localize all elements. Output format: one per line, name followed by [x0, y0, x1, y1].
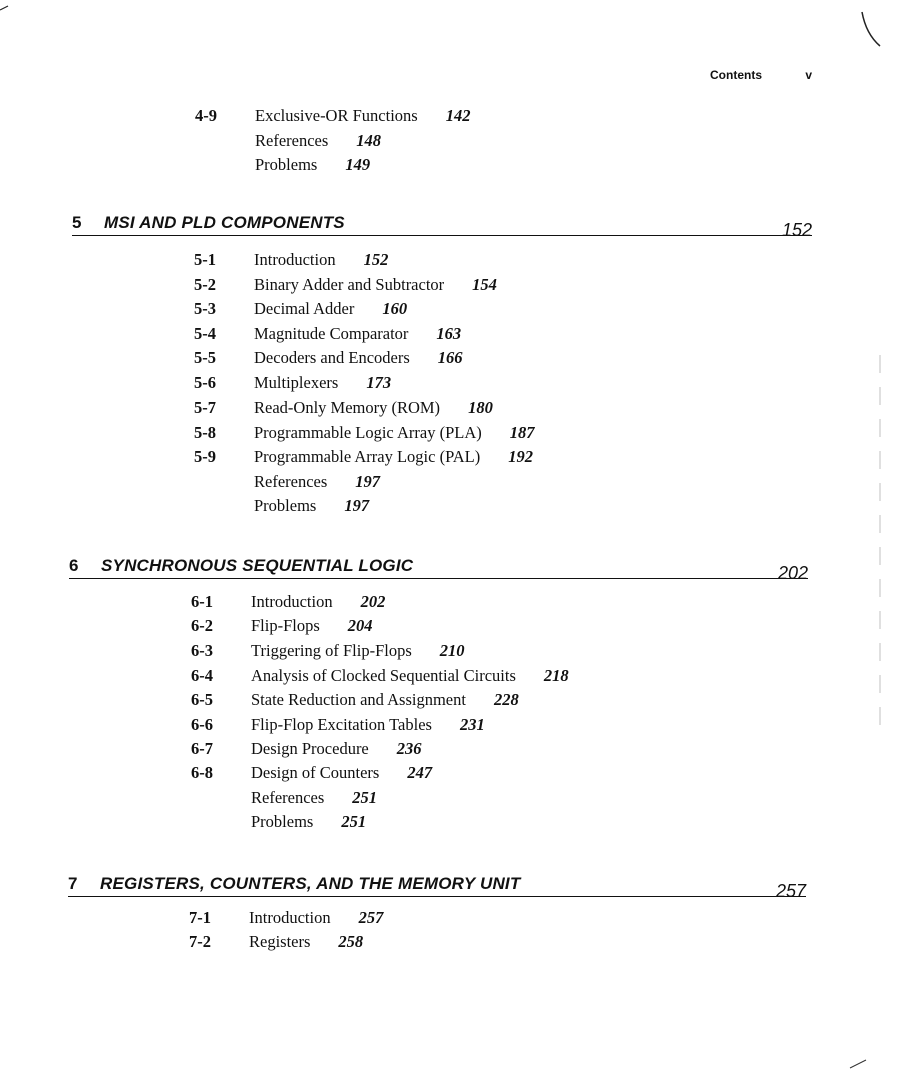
section-number: 5-5	[194, 348, 216, 367]
page-number: 251	[352, 788, 378, 807]
page-number: 258	[338, 932, 364, 951]
page-number: 257	[358, 908, 384, 927]
section-title: Registers 258	[249, 932, 364, 951]
section-title: Introduction 202	[251, 592, 386, 611]
chapter-page: 152	[781, 220, 812, 240]
section-title: References 148	[255, 131, 382, 150]
running-head-page: v	[805, 68, 812, 82]
page-number: 142	[445, 106, 471, 125]
section-number: 5-2	[194, 275, 216, 294]
section-number: 6-8	[191, 763, 213, 782]
page-number: 210	[439, 641, 465, 660]
section-number: 5-3	[194, 299, 216, 318]
section-number: 5-6	[194, 373, 216, 392]
chapter-number: 7	[68, 874, 78, 893]
page-number: 166	[437, 348, 463, 367]
scan-mark	[862, 12, 880, 46]
section-title: Read-Only Memory (ROM) 180	[254, 398, 493, 417]
section-number: 7-2	[189, 932, 211, 951]
scan-mark	[850, 1060, 866, 1068]
page-number: 163	[436, 324, 462, 343]
section-title: Triggering of Flip-Flops 210	[251, 641, 465, 660]
section-number: 6-2	[191, 616, 213, 635]
section-title: Decoders and Encoders 166	[254, 348, 463, 367]
page-number: 247	[407, 763, 433, 782]
section-number: 6-3	[191, 641, 213, 660]
chapter-title: SYNCHRONOUS SEQUENTIAL LOGIC	[101, 556, 414, 575]
section-number: 5-9	[194, 447, 216, 466]
section-title: Introduction 152	[254, 250, 389, 269]
section-number: 5-1	[194, 250, 216, 269]
page-number: 197	[344, 496, 370, 515]
section-title: References 197	[254, 472, 381, 491]
section-title: Programmable Logic Array (PLA) 187	[254, 423, 535, 442]
chapter-page: 202	[777, 563, 808, 583]
section-number: 6-7	[191, 739, 213, 758]
section-title: Design Procedure 236	[251, 739, 422, 758]
section-title: Decimal Adder 160	[254, 299, 408, 318]
section-number: 5-4	[194, 324, 216, 343]
chapter-number: 5	[72, 213, 82, 232]
section-title: Programmable Array Logic (PAL) 192	[254, 447, 533, 466]
section-title: References 251	[251, 788, 378, 807]
section-number: 5-7	[194, 398, 216, 417]
section-title: Magnitude Comparator 163	[254, 324, 462, 343]
page-number: 236	[396, 739, 422, 758]
section-number: 6-5	[191, 690, 213, 709]
page-number: 149	[345, 155, 371, 174]
page-number: 192	[508, 447, 533, 466]
section-number: 7-1	[189, 908, 211, 927]
page-number: 202	[360, 592, 386, 611]
section-title: Problems 197	[254, 496, 370, 515]
page-number: 173	[366, 373, 392, 392]
chapter-title: MSI AND PLD COMPONENTS	[104, 213, 345, 232]
chapter-title: REGISTERS, COUNTERS, AND THE MEMORY UNIT	[100, 874, 521, 893]
section-title: Problems 149	[255, 155, 371, 174]
section-number: 6-1	[191, 592, 213, 611]
chapter-page: 257	[775, 881, 806, 901]
page-number: 148	[356, 131, 382, 150]
running-head-label: Contents	[710, 68, 762, 82]
page-number: 228	[493, 690, 519, 709]
section-number: 6-6	[191, 715, 213, 734]
page-number: 218	[543, 666, 569, 685]
page-number: 154	[472, 275, 497, 294]
page-number: 180	[468, 398, 493, 417]
scan-mark	[0, 6, 8, 10]
section-title: Flip-Flop Excitation Tables 231	[251, 715, 485, 734]
section-title: Multiplexers 173	[254, 373, 392, 392]
section-title: Flip-Flops 204	[251, 616, 373, 635]
page-number: 187	[509, 423, 535, 442]
section-title: Binary Adder and Subtractor 154	[254, 275, 497, 294]
section-number: 6-4	[191, 666, 213, 685]
chapter-number: 6	[69, 556, 79, 575]
page-number: 152	[363, 250, 389, 269]
page-number: 204	[347, 616, 373, 635]
section-title: Problems 251	[251, 812, 367, 831]
section-title: Introduction 257	[249, 908, 384, 927]
section-number: 5-8	[194, 423, 216, 442]
section-title: Exclusive-OR Functions 142	[255, 106, 471, 125]
section-number: 4-9	[195, 106, 217, 125]
page-number: 251	[341, 812, 367, 831]
section-title: Design of Counters 247	[251, 763, 433, 782]
section-title: State Reduction and Assignment 228	[251, 690, 519, 709]
page-number: 197	[355, 472, 381, 491]
page-number: 231	[459, 715, 485, 734]
page-number: 160	[382, 299, 408, 318]
section-title: Analysis of Clocked Sequential Circuits 218	[251, 666, 569, 685]
